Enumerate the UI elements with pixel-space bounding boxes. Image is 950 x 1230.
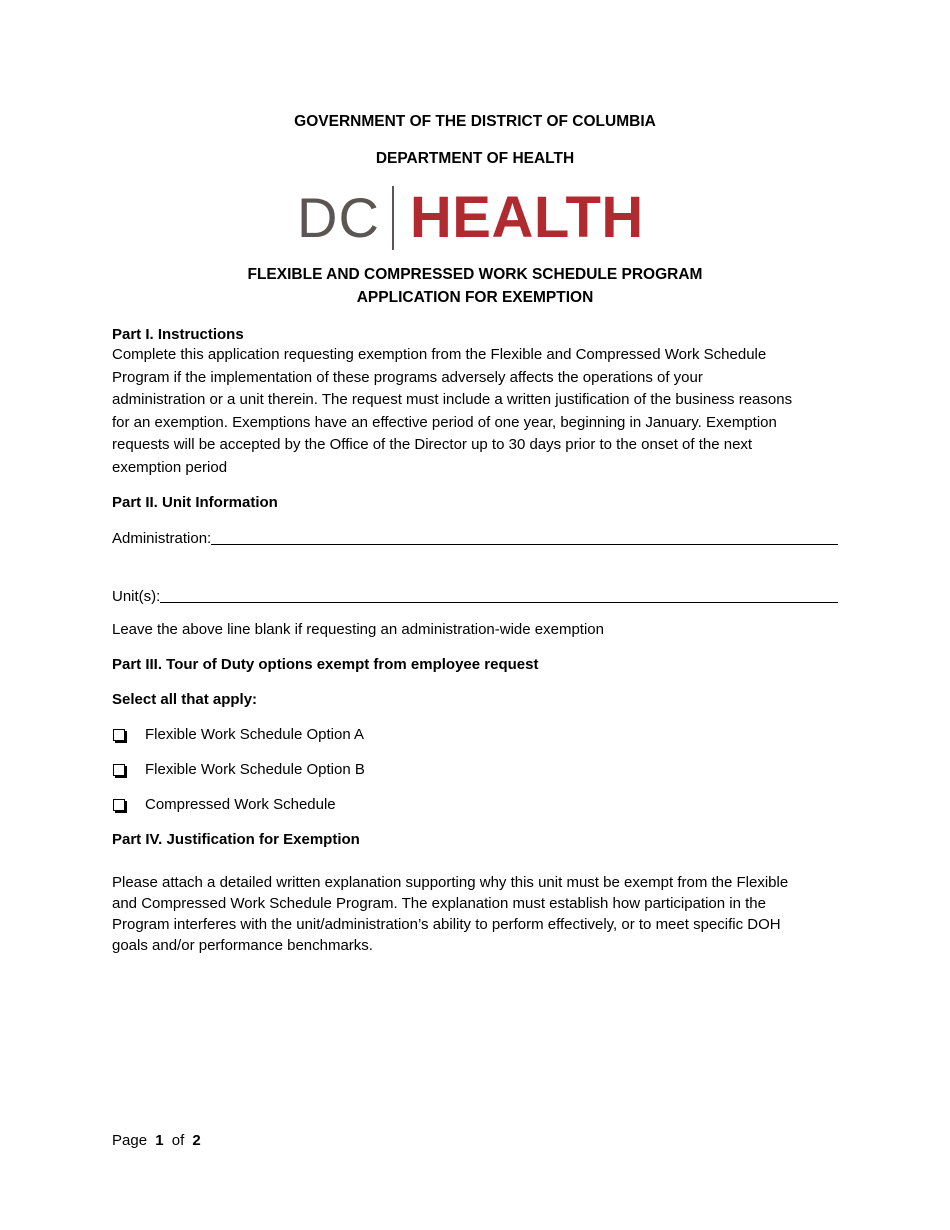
units-note: Leave the above line blank if requesting an administration-wide exemption [112,621,604,638]
form-title-line1: FLEXIBLE AND COMPRESSED WORK SCHEDULE PROGRAM [247,266,703,283]
logo-dc-text: DC [297,186,380,249]
units-label: Unit(s): [112,588,161,605]
administration-label: Administration: [112,530,212,547]
option-flexible-a[interactable] [112,726,364,743]
part2-heading: Part II. Unit Information [112,494,278,511]
instruction-line: Program if the implementation of these programs adversely affects the operations of your [112,368,703,386]
instruction-line: exemption period [112,458,228,476]
select-all-label: Select all that apply: [112,691,258,708]
option-label: Compressed Work Schedule [145,796,336,813]
part4-heading: Part IV. Justification for Exemption [112,831,360,848]
instruction-line: administration or a unit therein. The request must include a written justification of the business reasons [112,391,793,408]
justification-line: Program interferes with the unit/administration’s ability to perform effectively, or to meet specific DOH [112,916,781,933]
option-label: Flexible Work Schedule Option B [145,761,365,778]
government-heading: GOVERNMENT OF THE DISTRICT OF COLUMBIA [294,113,656,130]
part1-heading: Part I. Instructions [112,326,244,343]
total-pages: 2 [192,1132,201,1149]
instruction-line: for an exemption. Exemptions have an effective period of one year, beginning in January. Exemption [112,413,777,431]
administration-field [112,528,838,547]
option-label: Flexible Work Schedule Option A [145,726,365,743]
instruction-line: Complete this application requesting exemption from the Flexible and Compressed Work Schedule [112,346,767,363]
units-input[interactable] [160,586,838,603]
dc-health-logo [297,184,644,252]
units-field [112,586,838,605]
justification-line: and Compressed Work Schedule Program. The explanation must establish how participation in the [112,895,766,912]
part4-justification [112,872,838,956]
checkbox-icon[interactable] [113,729,125,741]
option-flexible-b[interactable] [112,761,365,778]
checkbox-icon[interactable] [113,764,125,776]
instruction-line: requests will be accepted by the Office of the Director up to 30 days prior to the onset of the next [112,436,753,453]
of-word: of [171,1132,185,1149]
department-heading: DEPARTMENT OF HEALTH [375,150,575,167]
option-compressed[interactable] [112,796,336,813]
document-page [112,0,838,1230]
page-number [112,1132,201,1149]
logo-divider [392,186,394,250]
part3-heading: Part III. Tour of Duty options exempt from employee request [112,656,539,673]
logo-health-text: HEALTH [409,185,644,250]
current-page: 1 [155,1132,164,1149]
page-word: Page [112,1132,148,1149]
checkbox-icon[interactable] [113,799,125,811]
justification-line: goals and/or performance benchmarks. [112,937,373,954]
justification-line: Please attach a detailed written explanation supporting why this unit must be exempt from the Flexible [112,874,789,891]
form-title-line2: APPLICATION FOR EXEMPTION [356,289,594,306]
part1-instructions [112,344,838,479]
administration-input[interactable] [211,528,838,545]
